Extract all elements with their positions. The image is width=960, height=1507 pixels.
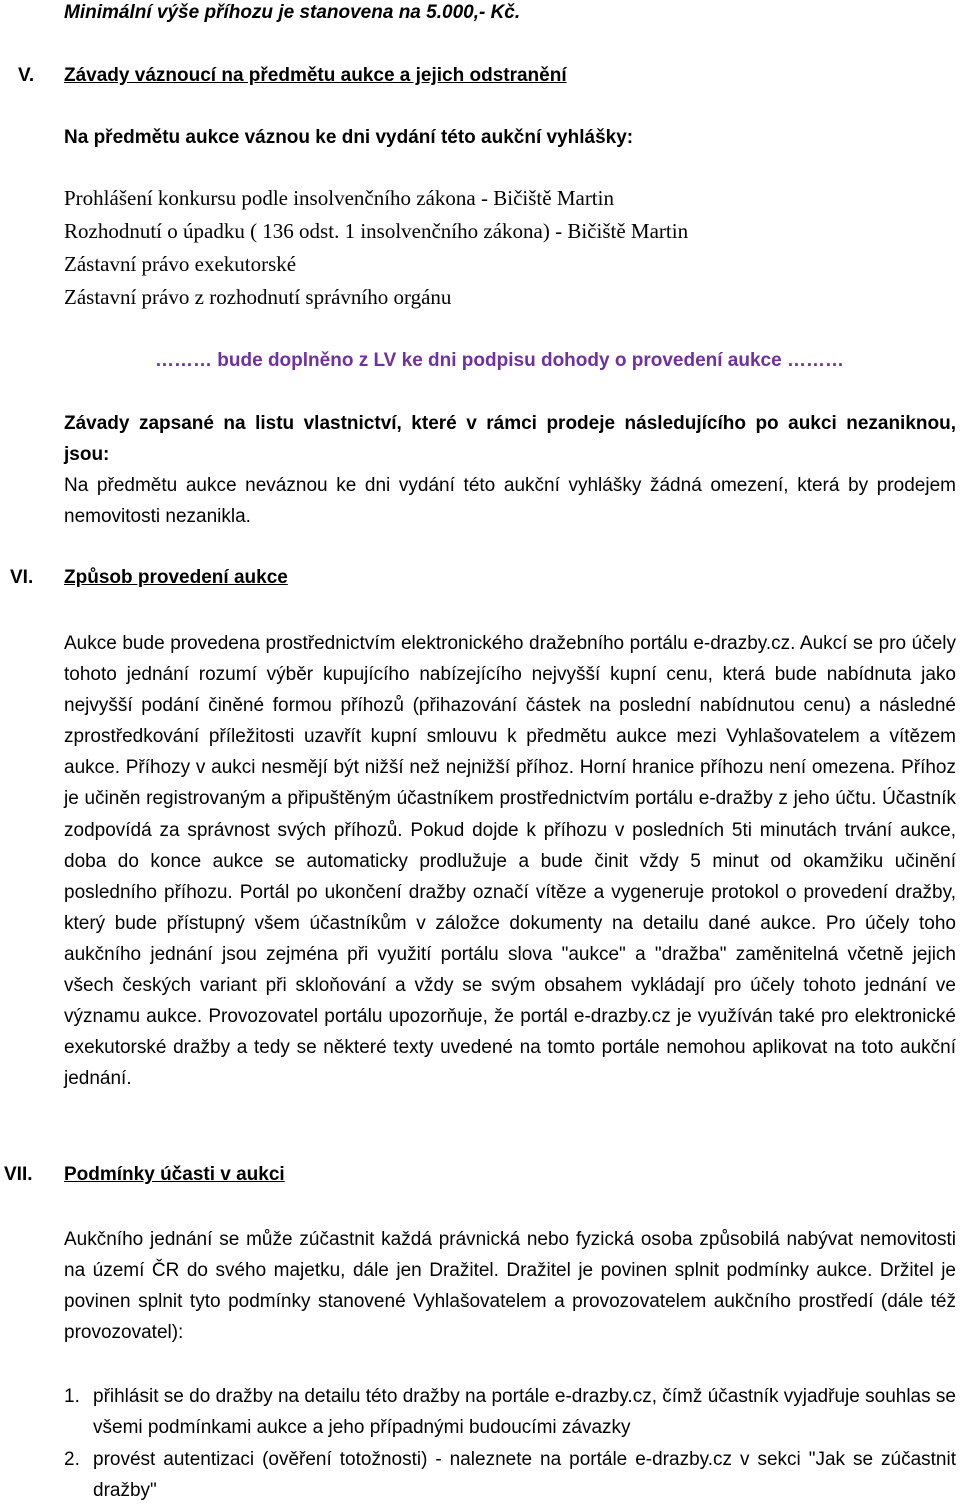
list-item — [64, 1444, 956, 1506]
section-vi-title: Způsob provedení aukce — [64, 567, 288, 588]
list-item-text: provést autentizaci (ověření totožnosti) - naleznete na portále e-drazby.cz v sekci "Jak se zúčastnit dražby" — [93, 1449, 956, 1501]
section-vi-paragraph: Aukce bude provedena prostřednictvím elektronického dražebního portálu e-drazby.cz. Aukcí se pro účely tohoto jednání rozumí výběr kupujícího nabízejícího nejvyšší kupní cenu, která bude nabídnuta jako nejvyšší podání činěné formou příhozů (přihazování částek na poslední nabídnutou cenu) a následné zprostředkování příležitosti uzavřít kupní smlouvu k předmětu aukce mezi Vyhlašovatelem a vítězem aukce. Příhozy v aukci nesmějí být nižší než nejnižší příhoz. Horní hranice příhozu není omezena. Příhoz je učiněn registrovaným a připuštěným účastníkem prostřednictvím portálu e-dražby z jeho účtu. Účastník zodpovídá za správnost svých příhozů. Pokud dojde k příhozu v posledních 5ti minutách trvání aukce, doba do konce aukce se automaticky prodlužuje a bude činit vždy 5 minut od okamžiku učinění posledního příhozu. Portál po ukončení dražby označí vítěze a vygeneruje protokol o provedení dražby, který bude přístupný všem účastníkům v záložce dokumenty na detailu dané aukce. Pro účely toho aukčního jednání jsou zejména při využití portálu slova "aukce" a "dražba" zaměnitelná včetně jejich všech českých variant při skloňování a vždy se svým obsahem vykládají pro účely tohoto jednání ve významu aukce. Provozovatel portálu upozorňuje, že portál e-drazby.cz je využíván také pro elektronické exekutorské dražby a tedy se některé texty uvedené na tomto portále nemohou aplikovat na toto aukční jednání. — [64, 633, 956, 1090]
conditions-list — [64, 1381, 956, 1507]
section-vii-title: Podmínky účasti v aukci — [64, 1164, 285, 1185]
section-v-title: Závady váznoucí na předmětu aukce a jejich odstranění — [64, 65, 567, 86]
list-item — [64, 1381, 956, 1443]
encumbrance-item: Prohlášení konkursu podle insolvenčního zákona - Bičiště Martin — [64, 186, 614, 210]
section-vi-number: VI. — [10, 567, 34, 588]
section-v-subheading: Na předmětu aukce váznou ke dni vydání této aukční vyhlášky: — [64, 127, 634, 148]
encumbrance-item: Zástavní právo z rozhodnutí správního orgánu — [64, 285, 452, 309]
list-item-number: 2. — [64, 1449, 80, 1470]
defects-text: Na předmětu aukce neváznou ke dni vydání této aukční vyhlášky žádná omezení, která by prodejem nemovitosti nezanikla. — [64, 475, 956, 528]
list-item-number: 1. — [64, 1386, 80, 1407]
defects-heading: Závady zapsané na listu vlastnictví, které v rámci prodeje následujícího po aukci nezaniknou, jsou: — [64, 413, 956, 466]
section-vii-paragraph: Aukčního jednání se může zúčastnit každá právnická nebo fyzická osoba způsobilá nabývat nemovitosti na území ČR do svého majetku, dále jen Dražitel. Dražitel je povinen splnit podmínky aukce. Držitel je povinen splnit tyto podmínky stanovené Vyhlašovatelem a provozovatelem aukčního prostředí (dále též provozovatel): — [64, 1229, 956, 1344]
section-vii-number: VII. — [4, 1164, 33, 1185]
lv-note: ……… bude doplněno z LV ke dni podpisu dohody o provedení aukce ……… — [155, 350, 844, 371]
list-item-text: přihlásit se do dražby na detailu této dražby na portále e-drazby.cz, čímž účastník vyjadřuje souhlas se všemi podmínkami aukce a jeho případnými budoucími závazky — [93, 1386, 956, 1438]
encumbrance-item: Zástavní právo exekutorské — [64, 252, 297, 276]
encumbrance-item: Rozhodnutí o úpadku ( 136 odst. 1 insolvenčního zákona) - Bičiště Martin — [64, 219, 689, 243]
minimum-bid-note: Minimální výše příhozu je stanovena na 5.000,- Kč. — [64, 2, 521, 23]
section-v-number: V. — [18, 65, 35, 86]
